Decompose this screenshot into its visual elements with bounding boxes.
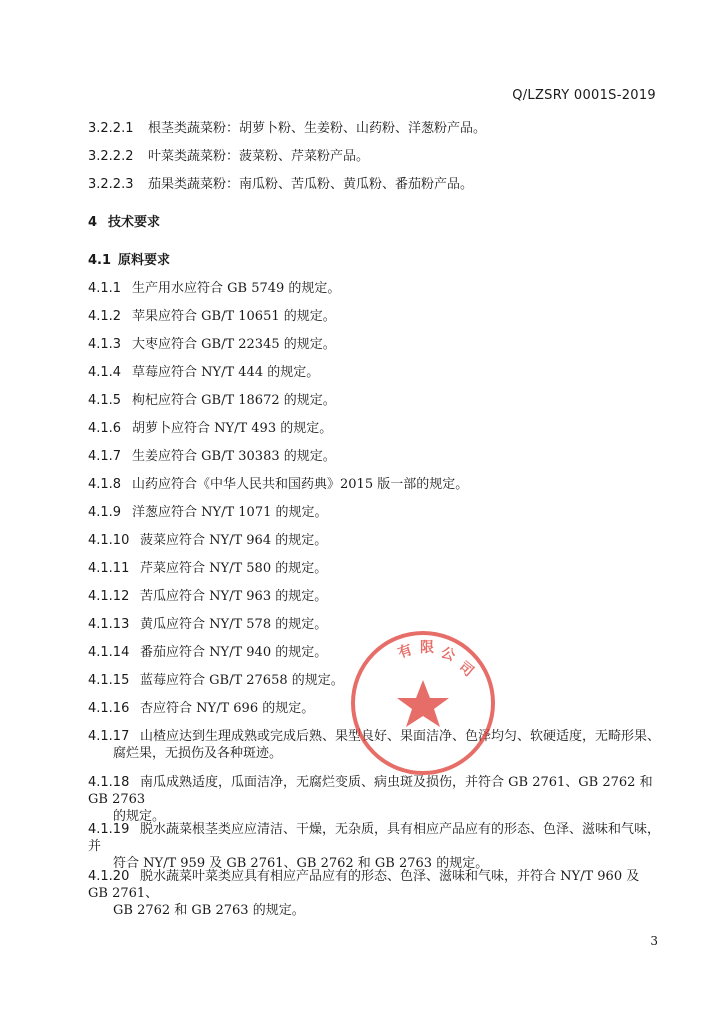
clause-number: 4.1.18 [88, 775, 130, 790]
seal-char: 司 [455, 658, 477, 681]
clause-4-1-9 [88, 504, 328, 521]
clause-text: 黄瓜应符合 NY/T 578 的规定。 [140, 617, 328, 632]
clause-text: 南瓜成熟适度，瓜面洁净，无腐烂变质、病虫斑及损伤，并符合 GB 2761、GB 2762 和 GB 2763 [88, 775, 653, 807]
seal-char: 公 [438, 644, 458, 665]
clause-text: 苦瓜应符合 NY/T 963 的规定。 [140, 589, 328, 604]
clause-text: 山药应符合《中华人民共和国药典》2015 版一部的规定。 [132, 477, 469, 492]
seal-star-icon [397, 680, 449, 727]
clause-4-1-11 [88, 560, 327, 577]
clause-text: 番茄应符合 NY/T 940 的规定。 [140, 645, 328, 660]
clause-number: 3.2.2.2 [88, 149, 134, 164]
clause-4-1-19 [88, 821, 663, 872]
clause-number: 4.1.8 [88, 477, 122, 492]
clause-text-continuation: 腐烂果，无损伤及各种斑迹。 [113, 746, 283, 761]
clause-4-1-16 [88, 700, 314, 717]
clause-text: 山楂应达到生理成熟或完成后熟、果型良好、果面洁净、色泽均匀、软硬适度，无畸形果、 [140, 729, 661, 744]
clause-4-1-4 [88, 364, 319, 381]
clause-number: 4.1.13 [88, 617, 130, 632]
section-title: 技术要求 [108, 215, 161, 230]
clause-number: 4.1.20 [88, 869, 130, 884]
clause-text: 枸杞应符合 GB/T 18672 的规定。 [132, 393, 336, 408]
clause-number: 4.1.12 [88, 589, 130, 604]
clause-text: 草莓应符合 NY/T 444 的规定。 [132, 365, 320, 380]
clause-4-1-18 [88, 774, 663, 825]
clause-4-1-12 [88, 588, 327, 605]
section-number: 4.1 [88, 253, 112, 268]
clause-text: 洋葱应符合 NY/T 1071 的规定。 [132, 505, 328, 520]
clause-number: 4.1.15 [88, 673, 130, 688]
clause-number: 4.1.3 [88, 337, 122, 352]
clause-text-continuation: 的规定。 [113, 809, 166, 824]
clause-number: 4.1.11 [88, 561, 130, 576]
clause-3-2-2-3 [88, 176, 473, 193]
clause-number: 4.1.19 [88, 822, 130, 837]
clause-4-1-3 [88, 336, 336, 353]
clause-number: 3.2.2.1 [88, 121, 134, 136]
clause-text: 生产用水应符合 GB 5749 的规定。 [132, 281, 341, 296]
clause-text: 大枣应符合 GB/T 22345 的规定。 [132, 337, 336, 352]
clause-text: 苹果应符合 GB/T 10651 的规定。 [132, 309, 336, 324]
clause-number: 4.1.16 [88, 701, 130, 716]
clause-number: 4.1.10 [88, 533, 130, 548]
clause-4-1-13 [88, 616, 327, 633]
section-heading-4-1 [88, 252, 170, 269]
clause-text-continuation: GB 2762 和 GB 2763 的规定。 [113, 903, 305, 918]
clause-number: 4.1.1 [88, 281, 122, 296]
clause-text: 脱水蔬菜叶菜类应具有相应产品应有的形态、色泽、滋味和气味，并符合 NY/T 960 及 GB 2761、 [88, 869, 640, 901]
clause-text: 蓝莓应符合 GB/T 27658 的规定。 [140, 673, 344, 688]
clause-text: 胡萝卜应符合 NY/T 493 的规定。 [132, 421, 333, 436]
document-code: Q/LZSRY 0001S-2019 [512, 88, 656, 103]
clause-text: 叶菜类蔬菜粉：菠菜粉、芹菜粉产品。 [148, 149, 370, 164]
seal-char: 有 [395, 641, 415, 662]
clause-text: 菠菜应符合 NY/T 964 的规定。 [140, 533, 328, 548]
section-number: 4 [88, 215, 98, 230]
clause-4-1-20 [88, 868, 663, 919]
company-seal-stamp [348, 628, 498, 778]
section-heading-4 [88, 214, 160, 231]
clause-text: 芹菜应符合 NY/T 580 的规定。 [140, 561, 328, 576]
clause-number: 3.2.2.3 [88, 177, 134, 192]
clause-4-1-14 [88, 644, 327, 661]
clause-text: 脱水蔬菜根茎类应应清洁、干燥，无杂质，具有相应产品应有的形态、色泽、滋味和气味，并 [88, 822, 661, 854]
clause-number: 4.1.7 [88, 449, 122, 464]
clause-4-1-5 [88, 392, 336, 409]
clause-4-1-10 [88, 532, 327, 549]
page-number: 3 [650, 934, 658, 948]
clause-text-continuation: 符合 NY/T 959 及 GB 2761、GB 2762 和 GB 2763 的规定。 [113, 856, 489, 871]
clause-number: 4.1.9 [88, 505, 122, 520]
clause-text: 茄果类蔬菜粉：南瓜粉、苦瓜粉、黄瓜粉、番茄粉产品。 [148, 177, 474, 192]
clause-4-1-1 [88, 280, 340, 297]
clause-text: 根茎类蔬菜粉：胡萝卜粉、生姜粉、山药粉、洋葱粉产品。 [148, 121, 487, 136]
clause-text: 生姜应符合 GB/T 30383 的规定。 [132, 449, 336, 464]
clause-4-1-2 [88, 308, 336, 325]
clause-number: 4.1.14 [88, 645, 130, 660]
clause-text: 杏应符合 NY/T 696 的规定。 [140, 701, 315, 716]
seal-char: 限 [420, 640, 434, 656]
clause-3-2-2-2 [88, 148, 369, 165]
section-title: 原料要求 [118, 253, 171, 268]
clause-4-1-15 [88, 672, 344, 689]
clause-4-1-7 [88, 448, 336, 465]
clause-number: 4.1.6 [88, 421, 122, 436]
clause-number: 4.1.4 [88, 365, 122, 380]
clause-number: 4.1.17 [88, 729, 130, 744]
clause-number: 4.1.5 [88, 393, 122, 408]
clause-3-2-2-1 [88, 120, 486, 137]
clause-number: 4.1.2 [88, 309, 122, 324]
clause-4-1-6 [88, 420, 332, 437]
clause-4-1-8 [88, 476, 468, 493]
